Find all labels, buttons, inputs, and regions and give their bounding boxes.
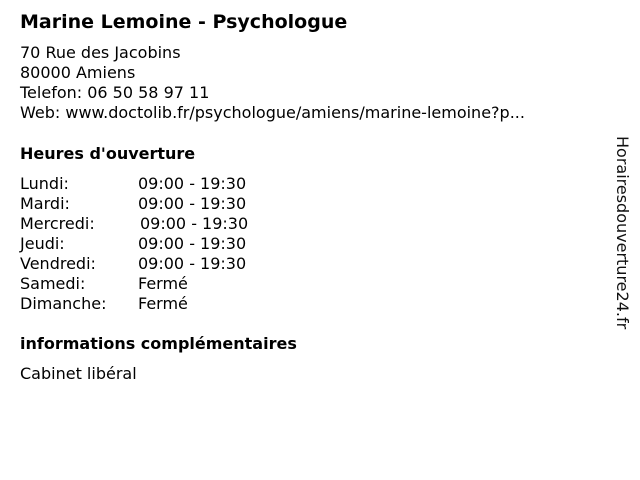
day-label: Jeudi: [20, 234, 65, 253]
hours-heading: Heures d'ouverture [20, 144, 196, 163]
info-heading: informations complémentaires [20, 334, 297, 353]
time-value: 09:00 - 19:30 [138, 234, 247, 253]
time-value: 09:00 - 19:30 [140, 214, 249, 233]
phone-number: Telefon: 06 50 58 97 11 [20, 83, 210, 102]
time-value: 09:00 - 19:30 [138, 174, 247, 193]
hours-row-tuesday [20, 194, 320, 214]
day-label: Lundi: [20, 174, 69, 193]
day-label: Mercredi: [20, 214, 95, 233]
time-value: Fermé [138, 274, 188, 293]
hours-row-friday [20, 254, 320, 274]
hours-table [20, 174, 320, 314]
page-title: Marine Lemoine - Psychologue [20, 11, 348, 33]
address-block [20, 43, 525, 123]
hours-row-sunday [20, 294, 320, 314]
street-address: 70 Rue des Jacobins [20, 43, 181, 62]
hours-row-saturday [20, 274, 320, 294]
time-value: Fermé [138, 294, 188, 313]
hours-row-thursday [20, 234, 320, 254]
city-postal: 80000 Amiens [20, 63, 136, 82]
day-label: Dimanche: [20, 294, 107, 313]
day-label: Vendredi: [20, 254, 96, 273]
time-value: 09:00 - 19:30 [138, 194, 247, 213]
day-label: Mardi: [20, 194, 70, 213]
hours-row-monday [20, 174, 320, 194]
website-link[interactable]: Web: www.doctolib.fr/psychologue/amiens/marine-lemoine?p... [20, 103, 525, 122]
site-watermark: Horairesdouverture24.fr [613, 136, 632, 330]
day-label: Samedi: [20, 274, 86, 293]
hours-row-wednesday [20, 214, 320, 234]
info-text: Cabinet libéral [20, 364, 137, 383]
time-value: 09:00 - 19:30 [138, 254, 247, 273]
